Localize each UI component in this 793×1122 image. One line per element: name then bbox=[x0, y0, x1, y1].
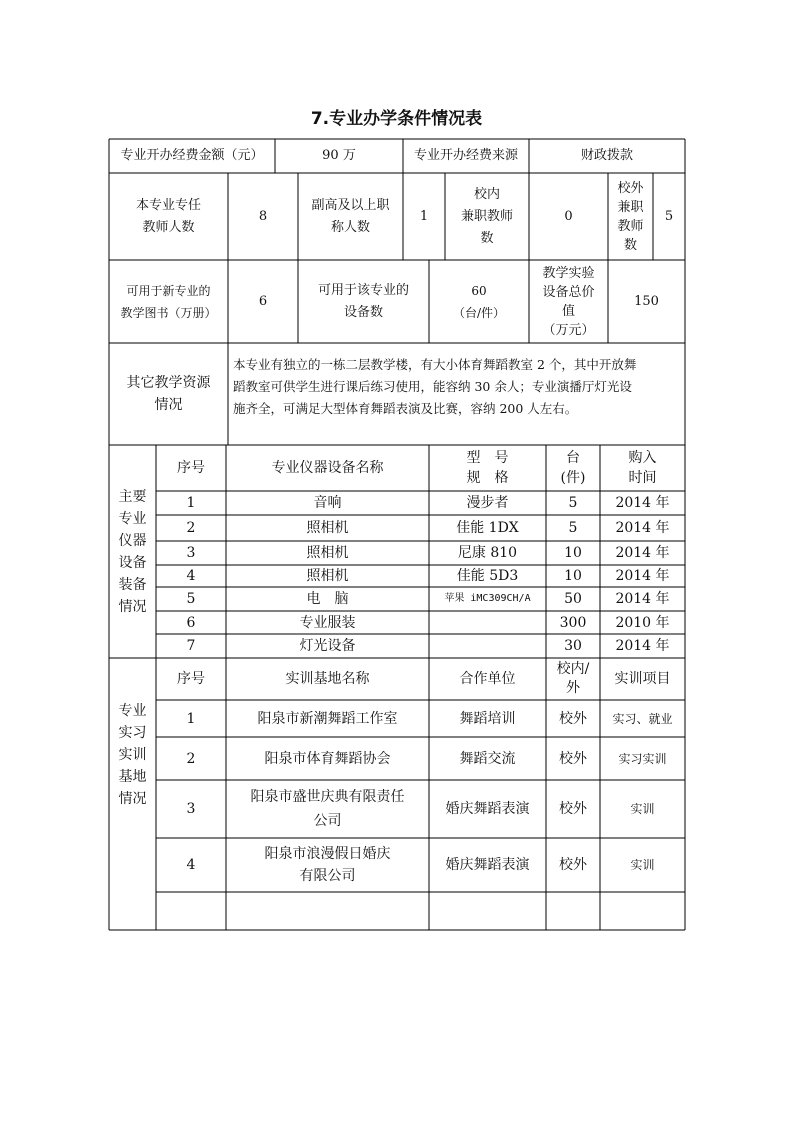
practice-name bbox=[226, 838, 429, 892]
practice-header-name: 实训基地名称 bbox=[285, 671, 370, 687]
label-line: 专业 bbox=[118, 510, 147, 527]
label-line: 情况 bbox=[118, 791, 147, 807]
equipment-no: 2 bbox=[186, 520, 196, 536]
equipment-header-model bbox=[429, 445, 546, 491]
practice-no: 3 bbox=[186, 801, 196, 817]
funding-amount-value: 90 万 bbox=[322, 148, 356, 163]
internal-parttime-label bbox=[445, 173, 529, 260]
label-line: 设备 bbox=[118, 554, 147, 571]
name-line: 有限公司 bbox=[299, 868, 356, 884]
equipment-count-label bbox=[298, 260, 429, 343]
practice-project: 实习、就业 bbox=[612, 711, 673, 726]
equipment-model: 尼康 810 bbox=[457, 545, 518, 561]
equipment-name: 灯光设备 bbox=[299, 638, 356, 654]
practice-header-partner: 合作单位 bbox=[459, 671, 516, 687]
practice-location: 校外 bbox=[559, 857, 587, 873]
equipment-section-label bbox=[109, 445, 156, 658]
label-line: 主要 bbox=[118, 488, 147, 505]
practice-location: 校外 bbox=[559, 750, 587, 767]
header-line: 校内/ bbox=[556, 661, 590, 677]
equipment-name: 音响 bbox=[313, 495, 342, 511]
practice-partner: 婚庆舞蹈表演 bbox=[445, 801, 530, 817]
practice-location: 校外 bbox=[559, 710, 587, 727]
senior-title-value: 1 bbox=[419, 208, 429, 224]
value-line: （台/件） bbox=[452, 305, 506, 320]
header-line: 外 bbox=[566, 680, 580, 696]
label-line: 教师人数 bbox=[142, 219, 195, 235]
practice-partner: 舞蹈交流 bbox=[459, 750, 516, 767]
practice-partner bbox=[429, 892, 546, 930]
funding-amount-label: 专业开办经费金额（元） bbox=[120, 148, 264, 163]
label-line: 实训 bbox=[118, 747, 147, 763]
equipment-year: 2014 年 bbox=[615, 568, 670, 584]
practice-location: 校外 bbox=[559, 801, 587, 817]
external-parttime-value: 5 bbox=[664, 208, 674, 224]
practice-name bbox=[226, 780, 429, 838]
senior-title-label bbox=[298, 173, 403, 260]
practice-section-label bbox=[109, 658, 156, 930]
equipment-qty: 10 bbox=[564, 545, 582, 561]
name-line: 阳泉市盛世庆典有限责任 bbox=[250, 789, 405, 805]
label-line: 校外 bbox=[617, 180, 644, 196]
label-line: 可用于该专业的 bbox=[317, 282, 409, 298]
equipment-header-year bbox=[600, 445, 685, 491]
equipment-count-value bbox=[429, 260, 529, 343]
equipment-model: 佳能 1DX bbox=[456, 520, 519, 536]
fulltime-teachers-value: 8 bbox=[258, 208, 268, 224]
label-line: （万元） bbox=[542, 322, 595, 338]
funding-source-value: 财政拨款 bbox=[580, 148, 633, 163]
equipment-qty: 50 bbox=[564, 591, 582, 607]
equipment-qty: 10 bbox=[564, 568, 582, 584]
other-resources-text bbox=[233, 354, 683, 420]
other-resources-label bbox=[109, 343, 228, 445]
equipment-year: 2014 年 bbox=[615, 495, 670, 511]
label-line: 实习 bbox=[118, 725, 147, 741]
practice-no: 4 bbox=[186, 857, 196, 873]
equipment-header-no: 序号 bbox=[177, 460, 205, 476]
funding-source-label: 专业开办经费来源 bbox=[413, 148, 518, 163]
label-line: 可用于新专业的 bbox=[126, 283, 211, 298]
page-title: 7.专业办学条件情况表 bbox=[310, 109, 483, 129]
practice-project: 实习实训 bbox=[618, 751, 667, 766]
label-line: 其它教学资源 bbox=[126, 375, 211, 391]
equipment-no: 4 bbox=[186, 568, 196, 584]
equipment-header-name: 专业仪器设备名称 bbox=[271, 460, 384, 476]
equipment-model bbox=[429, 611, 546, 634]
equipment-no: 3 bbox=[186, 545, 196, 561]
label-line: 数 bbox=[623, 237, 637, 253]
label-line: 教师 bbox=[617, 218, 644, 234]
label-line: 称人数 bbox=[330, 219, 370, 235]
practice-partner: 婚庆舞蹈表演 bbox=[445, 857, 530, 873]
equipment-qty: 30 bbox=[564, 638, 582, 654]
practice-no: 2 bbox=[186, 750, 196, 767]
header-line: (件) bbox=[560, 470, 586, 486]
practice-header-location bbox=[546, 658, 600, 700]
value-line: 60 bbox=[471, 283, 487, 298]
label-line: 值 bbox=[561, 303, 575, 319]
equipment-model: 漫步者 bbox=[466, 495, 509, 511]
practice-location bbox=[546, 892, 600, 930]
practice-project: 实训 bbox=[630, 802, 655, 816]
books-value: 6 bbox=[258, 293, 268, 309]
header-line: 时间 bbox=[628, 470, 657, 486]
equipment-name: 照相机 bbox=[306, 568, 349, 584]
paragraph-line: 施齐全，可满足大型体育舞蹈表演及比赛，容纳 200 人左右。 bbox=[233, 401, 578, 416]
internal-parttime-value: 0 bbox=[564, 208, 573, 224]
equipment-qty: 300 bbox=[559, 614, 587, 631]
label-line: 专业 bbox=[118, 703, 147, 719]
name-line: 阳泉市浪漫假日婚庆 bbox=[264, 846, 391, 862]
equipment-name: 专业服装 bbox=[299, 614, 356, 631]
paragraph-line: 蹈教室可供学生进行课后练习使用，能容纳 30 余人；专业演播厅灯光设 bbox=[233, 379, 632, 394]
label-line: 教学图书（万册） bbox=[120, 305, 217, 320]
label-line: 教学实验 bbox=[542, 265, 595, 281]
equipment-year: 2014 年 bbox=[615, 591, 670, 607]
label-line: 校内 bbox=[473, 186, 500, 202]
books-label bbox=[109, 260, 228, 343]
label-line: 兼职 bbox=[617, 199, 644, 215]
equipment-model bbox=[429, 634, 546, 658]
practice-header-no: 序号 bbox=[177, 671, 205, 687]
equipment-name: 照相机 bbox=[306, 545, 349, 561]
label-line: 基地 bbox=[118, 769, 147, 785]
label-line: 兼职教师 bbox=[460, 208, 513, 224]
equipment-year: 2014 年 bbox=[615, 638, 670, 654]
external-parttime-label bbox=[608, 173, 653, 260]
header-line: 台 bbox=[566, 450, 580, 466]
fulltime-teachers-label bbox=[109, 173, 228, 260]
equipment-model: 苹果 iMC309CH/A bbox=[444, 593, 531, 604]
label-line: 设备数 bbox=[343, 304, 383, 320]
label-line: 仪器 bbox=[118, 532, 147, 549]
equipment-no: 1 bbox=[186, 495, 196, 511]
practice-name: 阳泉市体育舞蹈协会 bbox=[264, 750, 391, 767]
equipment-header-qty bbox=[546, 445, 600, 491]
practice-no: 1 bbox=[186, 710, 196, 727]
header-line: 规 格 bbox=[466, 470, 509, 486]
label-line: 数 bbox=[480, 230, 494, 246]
equipment-model: 佳能 5D3 bbox=[456, 568, 519, 584]
label-line: 本专业专任 bbox=[135, 197, 201, 213]
label-line: 装备 bbox=[118, 576, 147, 593]
equipment-qty: 5 bbox=[568, 495, 578, 511]
equipment-no: 5 bbox=[186, 591, 196, 607]
label-line: 设备总价 bbox=[542, 284, 595, 300]
practice-header-project: 实训项目 bbox=[614, 671, 671, 687]
equipment-qty: 5 bbox=[568, 520, 578, 536]
paragraph-line: 本专业有独立的一栋二层教学楼，有大小体育舞蹈教室 2 个，其中开放舞 bbox=[233, 357, 637, 372]
practice-name bbox=[226, 892, 429, 930]
equipment-value-value: 150 bbox=[634, 293, 659, 309]
equipment-name: 照相机 bbox=[306, 520, 349, 536]
practice-project bbox=[600, 892, 685, 930]
practice-no bbox=[156, 892, 226, 930]
practice-partner: 舞蹈培训 bbox=[459, 710, 516, 727]
equipment-year: 2010 年 bbox=[615, 614, 670, 631]
header-line: 购入 bbox=[628, 450, 657, 466]
equipment-year: 2014 年 bbox=[615, 545, 670, 561]
label-line: 副高及以上职 bbox=[311, 197, 390, 213]
equipment-no: 6 bbox=[186, 614, 196, 631]
header-line: 型 号 bbox=[466, 450, 509, 466]
label-line: 情况 bbox=[118, 598, 147, 615]
equipment-name: 电 脑 bbox=[306, 591, 349, 607]
equipment-year: 2014 年 bbox=[615, 520, 670, 536]
equipment-value-label bbox=[529, 260, 608, 343]
equipment-no: 7 bbox=[186, 638, 196, 654]
label-line: 情况 bbox=[154, 397, 183, 413]
practice-name: 阳泉市新潮舞蹈工作室 bbox=[257, 710, 398, 727]
practice-project: 实训 bbox=[630, 858, 655, 872]
name-line: 公司 bbox=[313, 813, 342, 829]
